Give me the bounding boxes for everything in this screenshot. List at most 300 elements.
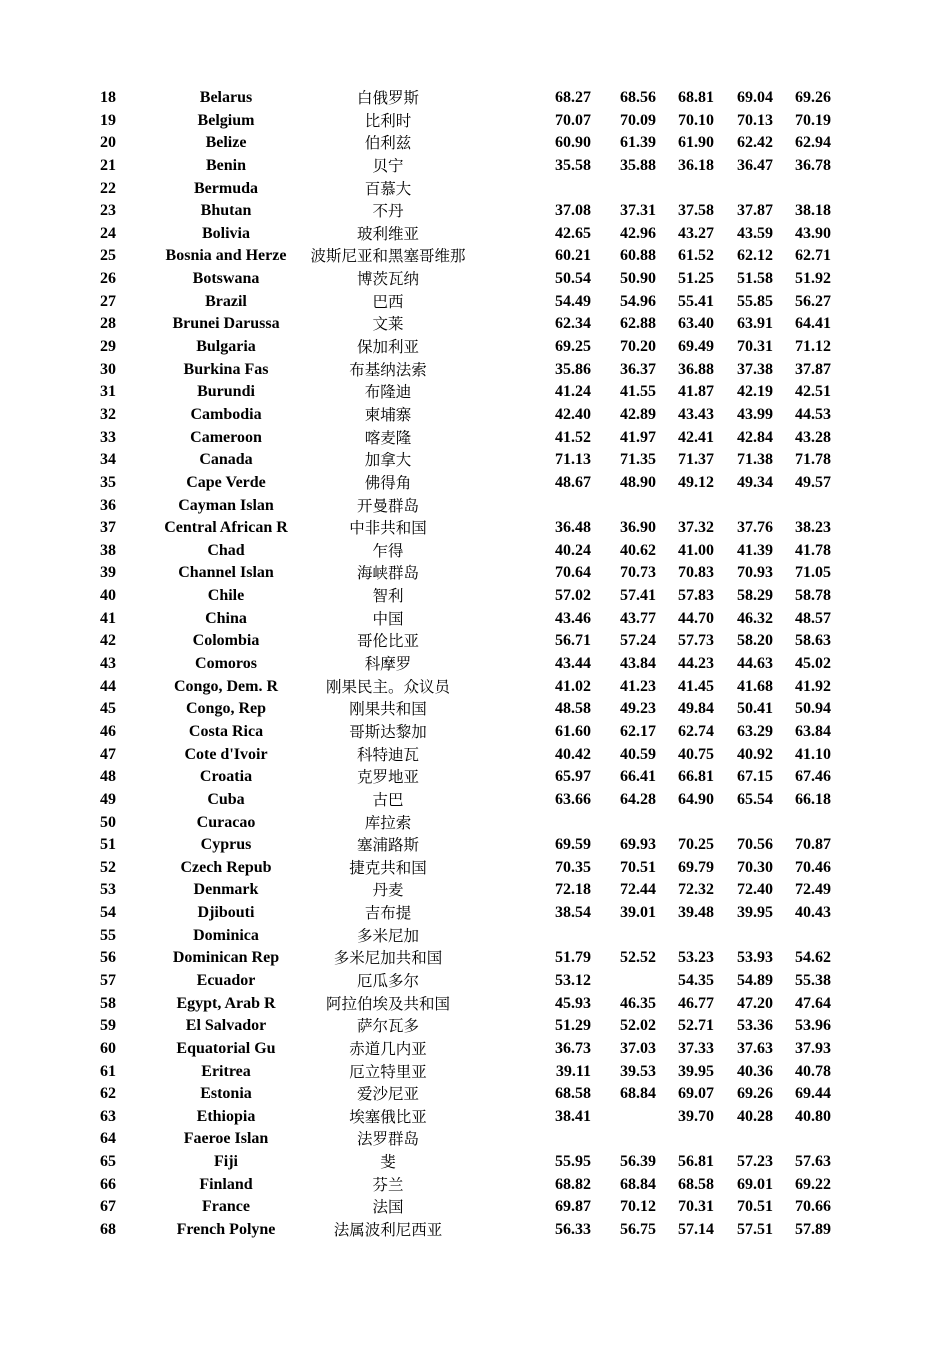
value-cell: 70.12 [620,1198,656,1216]
value-cell: 68.56 [620,89,656,106]
country-name-cn: 保加利亚 [356,338,419,357]
value-cell: 60.88 [620,247,656,265]
value-cell: 53.23 [678,949,714,967]
country-name-en: Bermuda [194,179,258,197]
country-name-cn: 厄瓜多尔 [356,971,419,990]
value-cell: 72.18 [555,881,591,899]
value-cell: 40.36 [737,1062,773,1080]
value-cell: 37.08 [555,202,591,220]
value-cell: 71.35 [620,451,656,469]
table-row [0,1083,950,1106]
value-cell: 61.90 [678,134,714,152]
country-name-en: Bosnia and Herze [165,247,287,265]
row-number: 19 [100,111,116,129]
value-cell: 37.76 [737,519,773,537]
value-cell: 36.90 [620,519,656,537]
table-row [0,744,950,767]
row-number: 30 [100,360,116,378]
value-cell: 69.04 [737,89,773,106]
value-cell: 52.02 [620,1017,656,1035]
value-cell: 66.41 [620,768,656,786]
country-name-en: Croatia [199,768,253,786]
country-name-en: Finland [199,1175,253,1193]
value-cell: 37.32 [678,519,714,537]
row-number: 27 [100,292,116,310]
country-name-en: Botswana [192,270,260,288]
value-cell: 53.93 [737,949,773,967]
table-row [0,291,950,314]
value-cell: 70.10 [678,111,714,129]
country-name-cn: 阿拉伯埃及共和国 [325,994,450,1013]
country-name-en: Brazil [205,292,247,310]
country-name-cn: 法属波利尼西亚 [333,1221,443,1240]
value-cell: 36.73 [555,1039,591,1057]
country-name-cn: 科摩罗 [364,655,412,674]
table-row [0,630,950,653]
table-row [0,404,950,427]
country-name-cn: 佛得角 [364,473,412,492]
value-cell: 62.34 [555,315,591,333]
country-name-cn: 玻利维亚 [356,224,419,243]
row-number: 39 [100,564,116,582]
row-number: 42 [100,632,116,650]
value-cell: 46.32 [737,609,773,627]
country-name-en: Bulgaria [196,338,256,356]
table-row [0,698,950,721]
row-number: 50 [100,813,116,831]
value-cell: 51.79 [555,949,591,967]
table-row [0,517,950,540]
row-number: 60 [100,1039,116,1057]
row-number: 55 [100,926,116,944]
value-cell: 69.93 [620,836,656,854]
value-cell: 70.83 [678,564,714,582]
value-cell: 70.31 [737,338,773,356]
row-number: 25 [100,247,116,265]
table-row [0,879,950,902]
country-name-cn: 埃塞俄比亚 [349,1107,427,1126]
table-row [0,268,950,291]
country-name-en: Cape Verde [186,473,266,491]
country-name-en: Costa Rica [188,722,264,740]
value-cell: 41.39 [737,541,773,559]
value-cell: 39.95 [737,904,773,922]
value-cell: 69.79 [678,858,714,876]
country-name-cn: 哥伦比亚 [356,632,419,651]
row-number: 35 [100,473,116,491]
table-row [0,766,950,789]
table-row [0,970,950,993]
table-row [0,857,950,880]
value-cell: 46.35 [620,994,656,1012]
country-name-en: Brunei Darussa [172,315,280,333]
value-cell: 69.87 [555,1198,591,1216]
table-row [0,993,950,1016]
value-cell: 64.90 [678,790,714,808]
table-row [0,721,950,744]
value-cell: 68.82 [555,1175,591,1193]
value-cell: 69.26 [795,89,831,106]
country-name-cn: 海峡群岛 [356,564,419,583]
value-cell: 63.84 [795,722,831,740]
value-cell: 72.40 [737,881,773,899]
value-cell: 48.58 [555,700,591,718]
value-cell: 45.02 [795,655,831,673]
country-name-cn: 库拉索 [364,813,412,832]
value-cell: 70.07 [555,111,591,129]
row-number: 59 [100,1017,116,1035]
country-name-cn: 贝宁 [372,156,404,175]
row-number: 40 [100,587,116,605]
country-name-cn: 开曼群岛 [356,496,419,515]
value-cell: 46.77 [678,994,714,1012]
value-cell: 63.91 [737,315,773,333]
value-cell: 63.29 [737,722,773,740]
value-cell: 70.73 [620,564,656,582]
country-name-en: Congo, Dem. R [174,677,278,695]
value-cell: 58.78 [795,587,831,605]
row-number: 65 [100,1153,116,1171]
value-cell: 51.92 [795,270,831,288]
country-name-cn: 萨尔瓦多 [356,1017,419,1036]
value-cell: 71.05 [795,564,831,582]
value-cell: 41.55 [620,383,656,401]
row-number: 61 [100,1062,116,1080]
value-cell: 70.46 [795,858,831,876]
country-name-cn: 中国 [372,609,404,628]
country-name-cn: 伯利兹 [364,134,412,153]
row-number: 63 [100,1107,116,1125]
row-number: 54 [100,904,116,922]
country-name-en: Dominican Rep [172,949,280,967]
value-cell: 62.12 [737,247,773,265]
value-cell: 37.31 [620,202,656,220]
country-name-cn: 布基纳法索 [349,360,427,379]
value-cell: 41.24 [555,383,591,401]
value-cell: 57.63 [795,1153,831,1171]
country-name-en: Burundi [197,383,255,401]
value-cell: 57.23 [737,1153,773,1171]
value-cell: 47.64 [795,994,831,1012]
value-cell: 67.15 [737,768,773,786]
table-row [0,110,950,133]
value-cell: 50.90 [620,270,656,288]
value-cell: 70.64 [555,564,591,582]
country-name-en: Cayman Islan [178,496,274,514]
value-cell: 35.58 [555,156,591,174]
value-cell: 40.78 [795,1062,831,1080]
value-cell: 43.90 [795,224,831,242]
value-cell: 64.41 [795,315,831,333]
value-cell: 48.90 [620,473,656,491]
value-cell: 49.34 [737,473,773,491]
country-name-cn: 赤道几内亚 [349,1039,427,1058]
table-row [0,1061,950,1084]
country-name-en: Bolivia [201,224,250,242]
value-cell: 39.70 [678,1107,714,1125]
country-name-cn: 哥斯达黎加 [349,722,427,741]
country-name-cn: 爱沙尼亚 [356,1085,419,1104]
country-name-cn: 文莱 [372,315,404,334]
row-number: 45 [100,700,116,718]
value-cell: 58.20 [737,632,773,650]
value-cell: 43.27 [678,224,714,242]
value-cell: 43.99 [737,405,773,423]
value-cell: 36.48 [555,519,591,537]
value-cell: 41.45 [678,677,714,695]
table-row [0,223,950,246]
table-row [0,947,950,970]
country-name-en: Cyprus [200,836,252,854]
table-row [0,1174,950,1197]
row-number: 62 [100,1085,116,1103]
row-number: 21 [100,156,116,174]
country-name-en: El Salvador [185,1017,267,1035]
value-cell: 55.85 [737,292,773,310]
value-cell: 36.88 [678,360,714,378]
row-number: 44 [100,677,116,695]
value-cell: 48.67 [555,473,591,491]
value-cell: 68.58 [678,1175,714,1193]
value-cell: 57.83 [678,587,714,605]
value-cell: 49.12 [678,473,714,491]
value-cell: 41.52 [555,428,591,446]
row-number: 41 [100,609,116,627]
country-name-cn: 智利 [372,587,404,606]
value-cell: 40.24 [555,541,591,559]
country-name-en: Belize [205,134,247,152]
value-cell: 63.66 [555,790,591,808]
country-name-cn: 塞浦路斯 [356,836,419,855]
value-cell: 67.46 [795,768,831,786]
country-name-cn: 古巴 [372,790,404,809]
value-cell: 71.37 [678,451,714,469]
value-cell: 53.96 [795,1017,831,1035]
row-number: 31 [100,383,116,401]
value-cell: 41.68 [737,677,773,695]
value-cell: 62.94 [795,134,831,152]
value-cell: 42.65 [555,224,591,242]
table-row [0,676,950,699]
row-number: 22 [100,179,116,197]
country-name-en: Cote d'Ivoir [184,745,268,763]
value-cell: 69.59 [555,836,591,854]
row-number: 32 [100,405,116,423]
value-cell: 49.84 [678,700,714,718]
value-cell: 61.60 [555,722,591,740]
table-row [0,1128,950,1151]
value-cell: 53.12 [555,971,591,989]
value-cell: 42.41 [678,428,714,446]
value-cell: 72.49 [795,881,831,899]
country-name-en: Cuba [207,790,245,808]
value-cell: 50.54 [555,270,591,288]
value-cell: 66.18 [795,790,831,808]
value-cell: 57.89 [795,1221,831,1239]
row-number: 29 [100,338,116,356]
country-name-en: French Polyne [176,1221,276,1239]
value-cell: 69.44 [795,1085,831,1103]
value-cell: 54.62 [795,949,831,967]
row-number: 53 [100,881,116,899]
value-cell: 55.38 [795,971,831,989]
country-name-en: Czech Repub [180,858,272,876]
value-cell: 71.12 [795,338,831,356]
table-row [0,427,950,450]
value-cell: 53.36 [737,1017,773,1035]
row-number: 66 [100,1175,116,1193]
value-cell: 56.71 [555,632,591,650]
value-cell: 54.89 [737,971,773,989]
value-cell: 37.38 [737,360,773,378]
value-cell: 42.96 [620,224,656,242]
country-name-cn: 厄立特里亚 [349,1062,427,1081]
row-number: 46 [100,722,116,740]
row-number: 67 [100,1198,116,1216]
value-cell: 42.51 [795,383,831,401]
value-cell: 54.96 [620,292,656,310]
value-cell: 51.29 [555,1017,591,1035]
row-number: 49 [100,790,116,808]
value-cell: 57.14 [678,1221,714,1239]
value-cell: 69.01 [737,1175,773,1193]
value-cell: 51.25 [678,270,714,288]
value-cell: 54.35 [678,971,714,989]
country-name-cn: 多米尼加 [356,926,419,945]
value-cell: 71.13 [555,451,591,469]
value-cell: 69.49 [678,338,714,356]
value-cell: 37.93 [795,1039,831,1057]
value-cell: 57.51 [737,1221,773,1239]
row-number: 20 [100,134,116,152]
country-name-cn: 法国 [372,1198,404,1217]
row-number: 43 [100,655,116,673]
value-cell: 57.41 [620,587,656,605]
country-name-cn: 吉布提 [364,904,412,923]
value-cell: 55.95 [555,1153,591,1171]
country-name-en: Egypt, Arab R [176,994,276,1012]
value-cell: 70.87 [795,836,831,854]
value-cell: 38.54 [555,904,591,922]
country-name-en: Denmark [193,881,259,899]
value-cell: 42.40 [555,405,591,423]
table-row [0,472,950,495]
country-name-en: Chad [207,541,245,559]
table-row [0,87,950,110]
table-row [0,834,950,857]
country-name-cn: 捷克共和国 [349,858,427,877]
value-cell: 64.28 [620,790,656,808]
value-cell: 61.39 [620,134,656,152]
row-number: 28 [100,315,116,333]
value-cell: 61.52 [678,247,714,265]
value-cell: 58.63 [795,632,831,650]
country-name-en: France [202,1198,250,1216]
table-row [0,178,950,201]
country-name-en: Ecuador [196,971,256,989]
country-name-cn: 斐 [380,1153,396,1172]
country-name-cn: 加拿大 [364,451,412,470]
value-cell: 48.57 [795,609,831,627]
value-cell: 40.42 [555,745,591,763]
row-number: 56 [100,949,116,967]
country-name-en: Colombia [192,632,260,650]
table-row [0,381,950,404]
country-name-cn: 布隆迪 [364,383,412,402]
value-cell: 58.29 [737,587,773,605]
table-row [0,902,950,925]
country-name-cn: 喀麦隆 [364,428,412,447]
row-number: 48 [100,768,116,786]
value-cell: 42.19 [737,383,773,401]
country-name-en: Canada [199,451,253,469]
value-cell: 52.52 [620,949,656,967]
table-row [0,540,950,563]
table-row [0,1196,950,1219]
country-name-cn: 波斯尼亚和黑塞哥维那 [310,247,466,266]
value-cell: 37.87 [795,360,831,378]
value-cell: 36.18 [678,156,714,174]
country-name-en: Comoros [195,655,257,673]
value-cell: 71.38 [737,451,773,469]
country-name-en: Cameroon [190,428,262,446]
value-cell: 43.59 [737,224,773,242]
country-name-en: China [205,609,247,627]
country-name-cn: 白俄罗斯 [356,89,419,107]
row-number: 34 [100,451,116,469]
country-name-en: Burkina Fas [183,360,269,378]
country-name-cn: 芬兰 [372,1175,404,1194]
value-cell: 71.78 [795,451,831,469]
value-cell: 52.71 [678,1017,714,1035]
value-cell: 41.00 [678,541,714,559]
value-cell: 56.27 [795,292,831,310]
value-cell: 54.49 [555,292,591,310]
value-cell: 60.90 [555,134,591,152]
value-cell: 56.81 [678,1153,714,1171]
value-cell: 68.84 [620,1085,656,1103]
country-name-cn: 比利时 [364,111,412,130]
country-name-en: Equatorial Gu [176,1039,276,1057]
value-cell: 47.20 [737,994,773,1012]
value-cell: 38.18 [795,202,831,220]
value-cell: 57.24 [620,632,656,650]
row-number: 68 [100,1221,116,1239]
value-cell: 39.95 [678,1062,714,1080]
country-name-en: Ethiopia [196,1107,256,1125]
value-cell: 37.58 [678,202,714,220]
country-name-en: Eritrea [201,1062,251,1080]
country-name-cn: 百慕大 [364,179,412,198]
value-cell: 49.23 [620,700,656,718]
value-cell: 36.37 [620,360,656,378]
country-name-cn: 刚果民主。众议员 [325,677,450,696]
value-cell: 40.28 [737,1107,773,1125]
value-cell: 41.10 [795,745,831,763]
country-name-cn: 中非共和国 [349,519,427,538]
value-cell: 62.88 [620,315,656,333]
value-cell: 70.13 [737,111,773,129]
value-cell: 35.86 [555,360,591,378]
table-row [0,812,950,835]
value-cell: 69.07 [678,1085,714,1103]
country-name-en: Belgium [197,111,255,129]
value-cell: 50.94 [795,700,831,718]
value-cell: 41.23 [620,677,656,695]
country-name-cn: 多米尼加共和国 [333,949,443,968]
value-cell: 57.02 [555,587,591,605]
country-name-en: Benin [205,156,246,174]
